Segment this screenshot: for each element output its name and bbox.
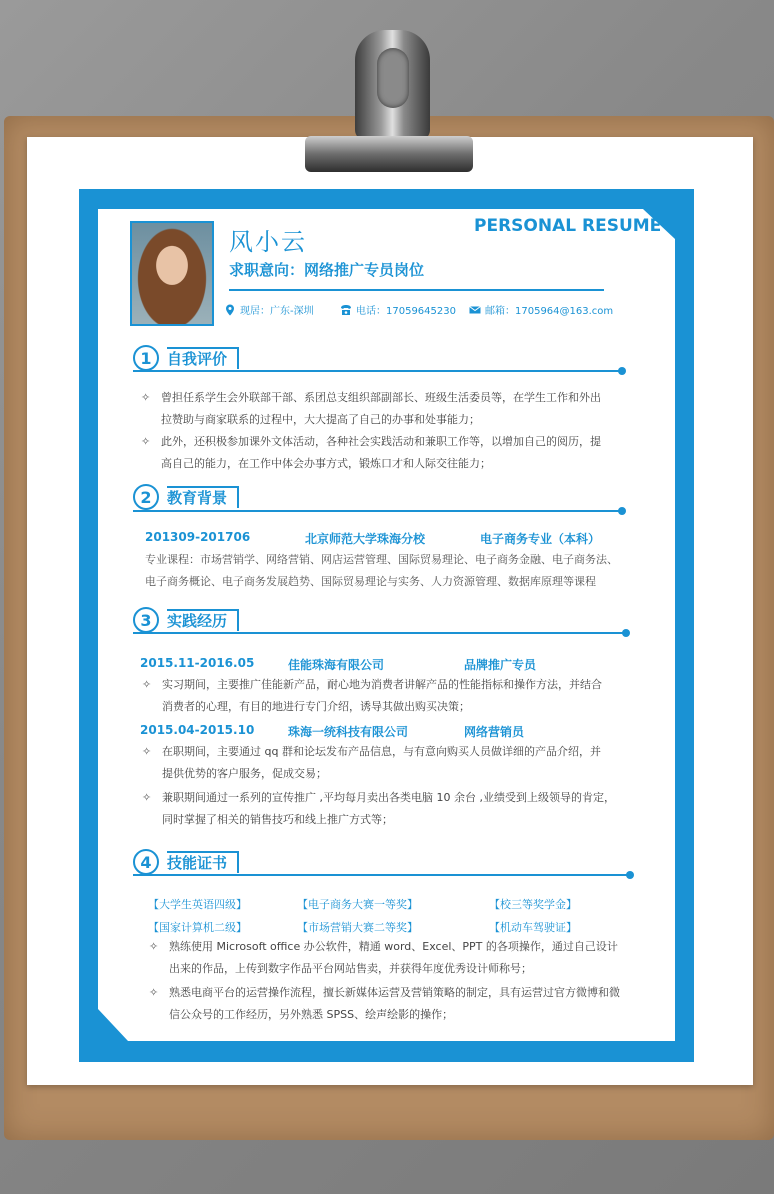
list-item: ✧ 此外，还积极参加课外文体活动，各种社会实践活动和兼职工作等，以增加自己的阅历，提 (161, 431, 601, 453)
bullet-sparkle-icon: ✧ (149, 940, 159, 953)
location-text: 现居：广东-深圳 (240, 306, 314, 317)
list-item: ✧ 兼职期间通过一系列的宣传推广 ,平均每月卖出各类电脑 10 余台 ,业绩受到上级领导的肯定， (162, 787, 615, 809)
bullet-sparkle-icon: ✧ (141, 391, 151, 404)
section-title: 实践经历 (167, 609, 239, 631)
section-number: 2 (133, 484, 159, 510)
section-header-certificates (133, 849, 239, 875)
section-underline (133, 510, 621, 512)
section-underline (133, 874, 629, 876)
job-period: 2015.11-2016.05 (140, 656, 255, 670)
section-header-experience (133, 607, 239, 633)
job-company: 佳能珠海有限公司 (288, 658, 385, 672)
candidate-name: 风小云 (229, 228, 307, 256)
certificate-tag: 【国家计算机二级】 (148, 921, 247, 934)
bullet-sparkle-icon: ✧ (141, 435, 151, 448)
section-underline (133, 370, 621, 372)
certificate-tag: 【校三等奖学金】 (489, 898, 577, 911)
binder-clip-base (305, 136, 473, 172)
section-title: 技能证书 (167, 851, 239, 873)
header-divider (229, 289, 604, 291)
bullet-sparkle-icon: ✧ (149, 986, 159, 999)
phone-icon (340, 304, 352, 316)
section-end-dot (626, 871, 634, 879)
section-header-self-evaluation (133, 345, 239, 371)
mail-icon (469, 304, 481, 316)
job-role: 网络营销员 (464, 725, 525, 739)
certificate-tag: 【电子商务大赛一等奖】 (297, 898, 418, 911)
certificate-tag: 【机动车驾驶证】 (489, 921, 577, 934)
education-period: 201309-201706 (145, 530, 251, 544)
job-objective: 求职意向：网络推广专员岗位 (229, 261, 425, 279)
section-number: 1 (133, 345, 159, 371)
certificate-tag: 【大学生英语四级】 (148, 898, 247, 911)
list-item: ✧ 熟练使用 Microsoft office 办公软件，精通 word、Excel、PPT 的各项操作，通过自己设计 (169, 936, 618, 958)
list-item-continued: 同时掌握了相关的销售技巧和线上推广方式等； (162, 813, 393, 826)
section-title: 教育背景 (167, 486, 239, 508)
contact-email (469, 302, 613, 317)
section-end-dot (618, 507, 626, 515)
list-item-continued: 提供优势的客户服务，促成交易； (162, 767, 327, 780)
courses-line: 电子商务概论、电子商务发展趋势、国际贸易理论与实务、人力资源管理、数据库原理等课程 (145, 575, 596, 588)
list-item: ✧ 实习期间，主要推广佳能新产品，耐心地为消费者讲解产品的性能指标和操作方法，并结合 (162, 674, 602, 696)
bullet-sparkle-icon: ✧ (142, 791, 152, 804)
list-item: ✧ 在职期间，主要通过 qq 群和论坛发布产品信息，与有意向购买人员做详细的产品介绍，并 (162, 741, 601, 763)
phone-text: 电话：17059645230 (356, 306, 456, 317)
job-role: 品牌推广专员 (464, 658, 537, 672)
location-pin-icon (224, 304, 236, 316)
email-text: 邮箱：1705964@163.com (485, 306, 614, 317)
section-end-dot (618, 367, 626, 375)
certificate-tag: 【市场营销大赛二等奖】 (297, 921, 418, 934)
job-company: 珠海一统科技有限公司 (288, 725, 409, 739)
list-item-continued: 高自己的能力，在工作中体会办事方式，锻炼口才和人际交往能力； (161, 457, 491, 470)
education-school: 北京师范大学珠海分校 (305, 532, 426, 546)
job-period: 2015.04-2015.10 (140, 723, 255, 737)
list-item: ✧ 曾担任系学生会外联部干部、系团总支组织部副部长、班级生活委员等，在学生工作和外出 (161, 387, 601, 409)
section-number: 3 (133, 607, 159, 633)
list-item-continued: 信公众号的工作经历，另外熟悉 SPSS、绘声绘影的操作； (169, 1008, 454, 1021)
list-item-continued: 拉赞助与商家联系的过程中，大大提高了自己的办事和处事能力； (161, 413, 480, 426)
contact-phone (340, 302, 456, 317)
section-title: 自我评价 (167, 347, 239, 369)
section-underline (133, 632, 625, 634)
education-major: 电子商务专业（本科） (480, 532, 601, 546)
section-number: 4 (133, 849, 159, 875)
profile-photo (130, 221, 214, 326)
courses-line: 专业课程：市场营销学、网络营销、网店运营管理、国际贸易理论、电子商务金融、电子商务法、 (145, 553, 618, 566)
contact-location (224, 302, 314, 317)
list-item-continued: 出来的作品，上传到数字作品平台网站售卖，并获得年度优秀设计师称号； (169, 962, 532, 975)
resume-brand-title: PERSONAL RESUME (474, 216, 662, 236)
bullet-sparkle-icon: ✧ (142, 678, 152, 691)
list-item-continued: 消费者的心理，有目的地进行专门介绍，诱导其做出购买决策； (162, 700, 470, 713)
section-header-education (133, 484, 239, 510)
binder-clip-hole (377, 48, 409, 108)
bullet-sparkle-icon: ✧ (142, 745, 152, 758)
section-end-dot (622, 629, 630, 637)
list-item: ✧ 熟悉电商平台的运营操作流程，擅长新媒体运营及营销策略的制定，具有运营过官方微博和微 (169, 982, 620, 1004)
